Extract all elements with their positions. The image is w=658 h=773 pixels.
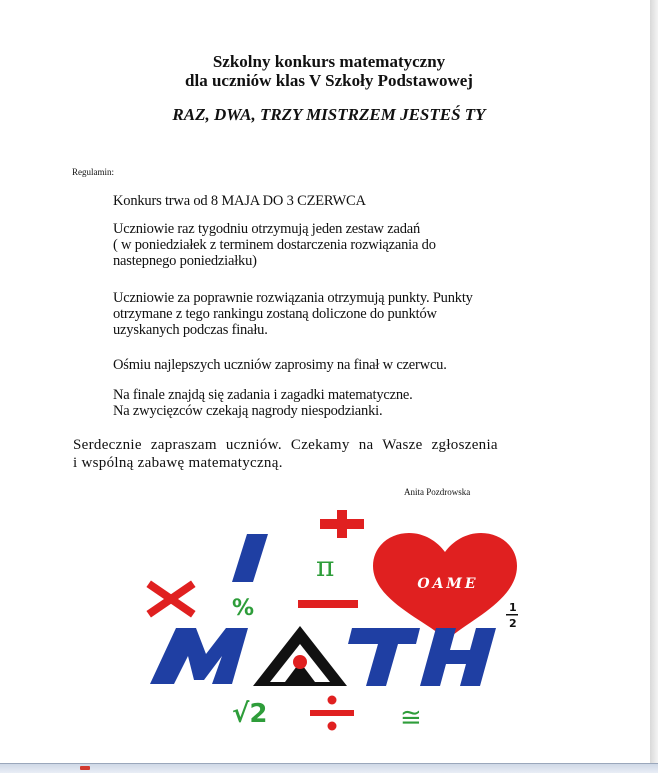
fraction-numerator: 1	[509, 601, 517, 614]
rule-line: Uczniowie raz tygodniu otrzymują jeden zestaw zadań	[113, 221, 421, 237]
plus-symbol	[320, 510, 364, 538]
document-title-line2: dla uczniów klas V Szkoły Podstawowej	[185, 71, 473, 90]
letter-m-shape	[150, 628, 248, 684]
fraction-denominator: 2	[509, 617, 517, 630]
rule-line: nastepnego poniedziałku)	[113, 253, 257, 269]
invitation-line: i wspólną zabawę matematyczną.	[73, 455, 283, 471]
heart-text: OAME	[417, 576, 479, 592]
document-title-line1: Szkolny konkurs matematyczny	[212, 52, 446, 71]
rule-line: Na zwycięzców czekają nagrody niespodzianki.	[113, 403, 383, 419]
rule-line: uzyskanych podczas finału.	[113, 322, 268, 338]
fraction-bar	[506, 614, 518, 616]
sqrt-symbol: √2	[232, 699, 268, 729]
letter-h-shape	[420, 628, 496, 686]
rule-line: otrzymane z tego rankingu zostaną doliczone do punktów	[113, 306, 437, 322]
letter-a-shape	[253, 626, 347, 686]
invitation-line: Serdecznie zapraszam uczniów. Czekamy na Wasze zgłoszenia	[73, 437, 498, 453]
rule-line: Na finale znajdą się zadania i zagadki matematyczne.	[113, 387, 413, 403]
percent-symbol: %	[232, 596, 255, 621]
approx-symbol: ≅	[400, 703, 422, 733]
rule-line: Ośmiu najlepszych uczniów zaprosimy na finał w czerwcu.	[113, 357, 447, 373]
regulamin-label: Regulamin:	[72, 167, 114, 177]
letter-t-shape	[348, 628, 420, 686]
letter-i-shape	[232, 534, 268, 582]
rule-line: Uczniowie za poprawnie rozwiązania otrzymują punkty. Punkty	[113, 290, 473, 306]
heart-icon	[373, 533, 517, 640]
minus-symbol	[298, 600, 358, 608]
times-symbol	[152, 586, 190, 612]
author-signature: Anita Pozdrowska	[404, 487, 471, 497]
rule-line: Konkurs trwa od 8 MAJA DO 3 CZERWCA	[113, 193, 366, 209]
pi-symbol: π	[316, 550, 335, 583]
page-frame-edge	[650, 0, 658, 772]
divide-symbol	[310, 696, 354, 731]
taskbar-mark	[80, 766, 90, 770]
rule-line: ( w poniedziałek z terminem dostarczenia rozwiązania do	[113, 237, 436, 253]
contest-motto: RAZ, DWA, TRZY MISTRZEM JESTEŚ TY	[172, 105, 486, 124]
